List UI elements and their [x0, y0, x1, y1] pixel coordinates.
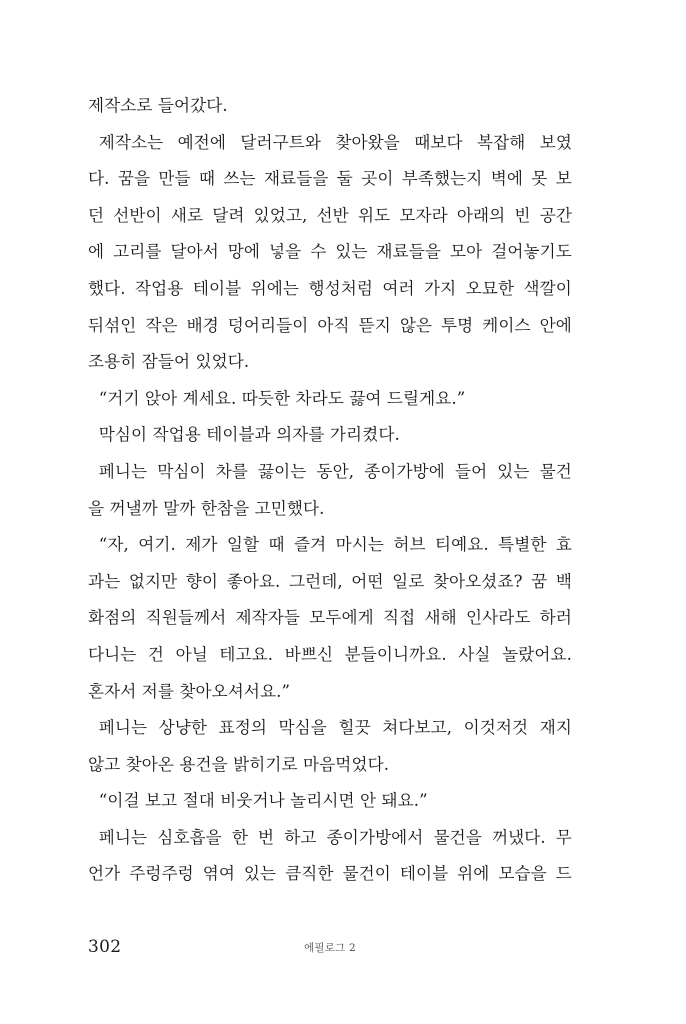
text-segment: 사실 [458, 644, 491, 664]
text-segment: 고리를 [113, 242, 162, 262]
text-segment: 공간 [539, 205, 572, 225]
text-line [88, 454, 572, 491]
text-segment: 페니는 [88, 827, 148, 847]
text-line [88, 161, 572, 198]
text-segment: 있었고, [253, 205, 308, 225]
text-segment: 모두에게 [309, 608, 374, 628]
text-segment: 일할 [226, 535, 260, 555]
text-segment: 여러 [382, 278, 415, 298]
text-segment: 마시는 [335, 535, 384, 555]
text-segment: 투명 [441, 315, 474, 335]
text-segment: 번 [258, 827, 275, 847]
text-segment: 넣을 [269, 242, 302, 262]
page-number: 302 [88, 937, 122, 957]
text-segment: 인사라도 [465, 608, 531, 628]
text-segment: 하러 [539, 608, 572, 628]
text-segment: 있는 [243, 864, 277, 884]
text-segment: 직접 [382, 608, 416, 628]
text-segment: 제작소로 들어갔다. [88, 96, 228, 115]
text-segment: 페니는 [88, 718, 148, 738]
text-segment: 부족했는지 [401, 169, 483, 189]
text-line [88, 198, 572, 235]
text-segment: 과는 [88, 571, 121, 591]
text-segment: 가지 [424, 278, 457, 298]
text-line [88, 381, 572, 418]
text-line [88, 564, 572, 601]
text-segment: 어떤 [351, 571, 384, 591]
text-segment: 물건을 [433, 827, 482, 847]
text-line [88, 417, 572, 454]
text-segment: 선반 [316, 205, 349, 225]
text-segment: 꺼냈다. [491, 827, 546, 847]
text-segment: 때 [268, 535, 285, 555]
text-segment: 다. [88, 169, 110, 189]
text-segment: 달러구트와 [240, 132, 322, 152]
text-segment: 모아 [450, 242, 483, 262]
text-segment: 백 [555, 571, 572, 591]
text-line [88, 491, 572, 528]
text-segment: 화점의 [88, 608, 137, 628]
text-line [88, 637, 572, 674]
text-segment: 벽에 [490, 169, 523, 189]
text-segment: “이걸 보고 절대 비웃거나 놀리시면 안 돼요.” [88, 791, 428, 811]
text-segment: 주렁주렁 [129, 864, 194, 884]
text-segment: “거기 앉아 계세요. 따듯한 차라도 끓여 드릴게요.” [88, 388, 466, 408]
text-segment: 던 [88, 205, 105, 225]
text-segment: 무 [555, 827, 572, 847]
text-segment: 걸어놓기도 [491, 242, 572, 262]
text-segment: 곳이 [361, 169, 394, 189]
text-segment: 색깔이 [523, 278, 572, 298]
text-segment: 효 [555, 535, 572, 555]
text-segment: 빈 [514, 205, 531, 225]
text-segment: 위에는 [250, 278, 300, 298]
text-segment: 막심을 [278, 718, 327, 738]
text-segment: 복잡해 [476, 132, 526, 152]
text-line [88, 674, 572, 711]
text-segment: 티예요. [434, 535, 489, 555]
text-segment: 만들 [158, 169, 191, 189]
text-segment: 심호흡을 [157, 827, 222, 847]
text-segment: 건 [147, 644, 165, 664]
text-segment: 물건이 [342, 864, 391, 884]
text-segment: 달려 [212, 205, 245, 225]
text-segment: 모습을 [498, 864, 547, 884]
text-line [88, 125, 572, 162]
text-segment: 제작자들 [235, 608, 301, 628]
text-segment: 재지 [539, 718, 572, 738]
text-segment: 오묘한 [465, 278, 515, 298]
text-segment: 있는 [497, 461, 530, 481]
text-segment: 뜯지 [358, 315, 391, 335]
body-text [88, 88, 572, 893]
text-segment: 쳐다보고, [382, 718, 453, 738]
running-head: 에필로그 2 [304, 942, 356, 954]
page-footer [88, 936, 572, 962]
text-segment: 향이 [185, 571, 219, 591]
text-segment: 테이블 [192, 278, 242, 298]
text-line [88, 856, 572, 893]
text-segment: 없지만 [128, 571, 178, 591]
text-line [88, 88, 572, 125]
text-line [88, 820, 572, 857]
text-segment: 보였 [539, 132, 572, 152]
text-segment: 선반이 [113, 205, 162, 225]
text-segment: 여기. [138, 535, 176, 555]
text-segment: 종이가방에 [364, 461, 445, 481]
text-segment: 제작소는 [88, 132, 164, 152]
text-line [88, 527, 572, 564]
text-segment: 위에 [457, 864, 490, 884]
text-segment: 큼직한 [285, 864, 334, 884]
text-segment: 직원들께서 [145, 608, 227, 628]
text-segment: 않고 찾아온 용건을 밝히기로 마음먹었다. [88, 754, 390, 774]
text-segment: 힐끗 [338, 718, 371, 738]
text-segment: 혼자서 저를 찾아오셔서요.” [88, 681, 291, 701]
text-segment: 위도 [357, 205, 391, 225]
text-segment: 행성처럼 [308, 278, 373, 298]
text-line [88, 344, 572, 381]
text-line [88, 600, 572, 637]
text-segment: 안에 [539, 315, 572, 335]
text-segment: 분들이니까요. [344, 644, 447, 664]
text-segment: 드 [555, 864, 572, 884]
text-segment: 동안, [316, 461, 355, 481]
text-segment: 않은 [399, 315, 433, 335]
text-segment: 을 꺼낼까 말까 한참을 고민했다. [88, 498, 325, 518]
text-segment: 둘 [336, 169, 353, 189]
text-segment: 보 [555, 169, 572, 189]
text-segment: 종이가방에서 [326, 827, 424, 847]
text-segment: 덩어리들이 [227, 315, 309, 335]
text-segment: 쓰는 [223, 169, 256, 189]
text-segment: 막심이 [157, 461, 206, 481]
text-segment: 찾아왔을 [335, 132, 400, 152]
text-segment: 한 [231, 827, 248, 847]
text-segment: 제가 [185, 535, 218, 555]
text-segment: 테이블 [399, 864, 449, 884]
text-segment: 끓이는 [258, 461, 307, 481]
text-segment: 작업용 [135, 278, 184, 298]
text-segment: 놀랐어요. [502, 644, 572, 664]
text-segment: 일로 [392, 571, 425, 591]
text-segment: 수 [310, 242, 327, 262]
text-segment: 바쁘신 [284, 644, 334, 664]
text-segment: 즐겨 [293, 535, 327, 555]
text-segment: 에 [88, 242, 105, 262]
text-segment: 달아서 [170, 242, 219, 262]
text-segment: 재료들을 [376, 242, 442, 262]
text-segment: 막심이 작업용 테이블과 의자를 가리켰다. [88, 425, 400, 445]
text-segment: 물건 [539, 461, 572, 481]
text-segment: 특별한 [498, 535, 547, 555]
text-segment: 언가 [88, 864, 121, 884]
text-segment: 좋아요. [226, 571, 281, 591]
text-segment: 아닐 [175, 644, 208, 664]
text-segment: 아직 [317, 315, 350, 335]
text-segment: 아래의 [456, 205, 506, 225]
text-segment: 하고 [284, 827, 317, 847]
text-segment: 때보다 [414, 132, 463, 152]
text-segment: 했다. [88, 278, 126, 298]
text-segment: 꿈 [531, 571, 548, 591]
text-line [88, 234, 572, 271]
text-line [88, 710, 572, 747]
text-segment: 때 [198, 169, 216, 189]
text-line [88, 783, 572, 820]
text-segment: 뒤섞인 [88, 315, 137, 335]
text-segment: 페니는 [88, 461, 148, 481]
text-segment: 다니는 [88, 644, 137, 664]
text-segment: 못 [531, 169, 548, 189]
text-line [88, 747, 572, 784]
text-segment: 찾아오셨죠? [432, 571, 523, 591]
text-segment: “자, [88, 535, 129, 555]
text-segment: 조용히 잠들어 있었다. [88, 352, 250, 372]
text-segment: 꿈을 [117, 169, 151, 189]
text-segment: 배경 [186, 315, 219, 335]
text-segment: 작은 [145, 315, 178, 335]
text-line [88, 271, 572, 308]
text-segment: 있는 [335, 242, 368, 262]
text-segment: 새로 [170, 205, 204, 225]
text-segment: 들어 [454, 461, 488, 481]
text-segment: 모자라 [399, 205, 448, 225]
text-segment: 차를 [215, 461, 248, 481]
text-segment: 허브 [393, 535, 426, 555]
text-segment: 새해 [424, 608, 457, 628]
text-segment: 테고요. [219, 644, 274, 664]
text-segment: 망에 [227, 242, 261, 262]
text-segment: 표정의 [218, 718, 267, 738]
text-segment: 재료들을 [263, 169, 329, 189]
text-segment: 케이스 [482, 315, 531, 335]
text-segment: 이것저것 [463, 718, 529, 738]
text-segment: 엮여 [202, 864, 235, 884]
text-segment: 그런데, [288, 571, 343, 591]
text-line [88, 308, 572, 345]
text-segment: 예전에 [177, 132, 227, 152]
text-segment: 상냥한 [158, 718, 208, 738]
